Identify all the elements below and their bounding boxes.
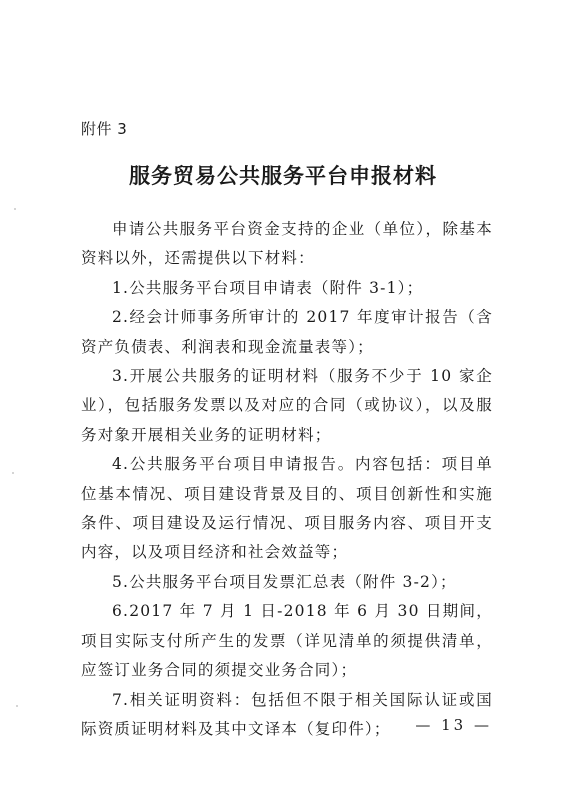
paragraph-item-7: 7.相关证明资料：包括但不限于相关国际认证或国际资质证明材料及其中文译本（复印件）； [81,690,493,738]
paragraph-intro: 申请公共服务平台资金支持的企业（单位），除基本资料以外，还需提供以下材料： [81,220,493,268]
page-number: — 13 — [415,716,492,734]
paragraph-item-1: 1.公共服务平台项目申请表（附件 3-1）； [112,278,424,297]
paragraph-item-5: 5.公共服务平台项目发票汇总表（附件 3-2）； [112,572,457,591]
paragraph-item-4: 4.公共服务平台项目申请报告。内容包括：项目单位基本情况、项目建设背景及目的、项目创新性和实施条件、项目建设及运行情况、项目服务内容、项目开支内容，以及项目经济和社会效益等； [81,455,493,562]
attachment-label: 附件 3 [81,120,128,138]
document-body [81,215,493,744]
scan-speck [16,705,18,707]
paragraph-item-2: 2.经会计师事务所审计的 2017 年度审计报告（含资产负债表、利润表和现金流量表等）； [81,308,493,356]
scan-speck [12,472,14,474]
scan-speck [14,208,16,210]
document-title: 服务贸易公共服务平台申报材料 [129,164,437,188]
paragraph-item-6: 6.2017 年 7 月 1 日-2018 年 6 月 30 日期间，项目实际支付所产生的发票（详见清单的须提供清单，应签订业务合同的须提交业务合同）； [81,602,493,680]
paragraph-item-3: 3.开展公共服务的证明材料（服务不少于 10 家企业），包括服务发票以及对应的合同（或协议），以及服务对象开展相关业务的证明材料； [81,367,493,444]
